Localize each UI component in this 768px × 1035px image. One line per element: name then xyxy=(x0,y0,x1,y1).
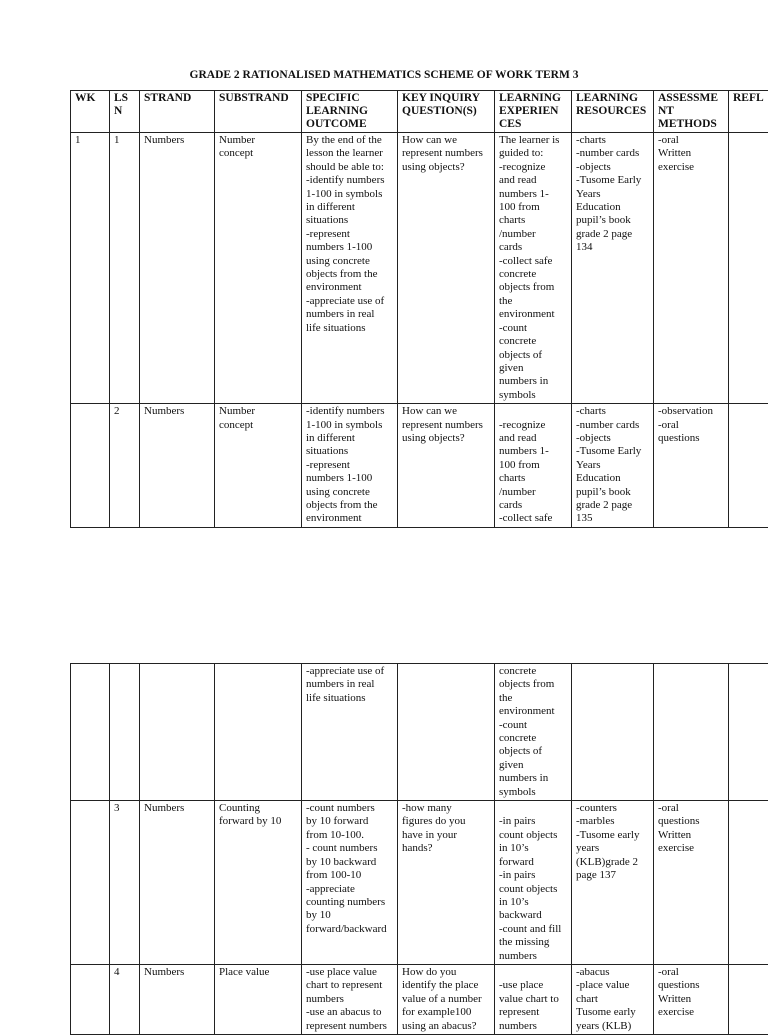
header-inquiry: KEY INQUIRY QUESTION(S) xyxy=(398,91,495,133)
cell-outcome: By the end of the lesson the learner should be able to: -identify numbers 1-100 in symbols in different situations -represent numbers 1-100 using concrete objects from the environment -appreciate use of numbers in real life situations xyxy=(302,133,398,404)
header-assessment: ASSESSME NT METHODS xyxy=(654,91,729,133)
cell-inquiry xyxy=(398,664,495,801)
cell-assessment: -oral Written exercise xyxy=(654,133,729,404)
cell-lsn xyxy=(110,664,140,801)
cell-resources: -charts -number cards -objects -Tusome Early Years Education pupil’s book grade 2 page 135 xyxy=(572,404,654,528)
cell-reflection xyxy=(729,801,768,965)
table-row xyxy=(71,664,768,801)
header-row xyxy=(71,91,768,133)
cell-reflection xyxy=(729,133,768,404)
header-wk: WK xyxy=(71,91,110,133)
cell-strand: Numbers xyxy=(140,133,215,404)
cell-assessment: -oral questions Written exercise xyxy=(654,964,729,1034)
header-substrand: SUBSTRAND xyxy=(215,91,302,133)
cell-wk xyxy=(71,404,110,528)
cell-assessment: -oral questions Written exercise xyxy=(654,801,729,965)
cell-reflection xyxy=(729,664,768,801)
cell-substrand: Counting forward by 10 xyxy=(215,801,302,965)
cell-resources: -abacus -place value chart Tusome early years (KLB) xyxy=(572,964,654,1034)
header-outcome: SPECIFIC LEARNING OUTCOME xyxy=(302,91,398,133)
cell-lsn: 3 xyxy=(110,801,140,965)
cell-reflection xyxy=(729,404,768,528)
table-row xyxy=(71,133,768,404)
header-resources: LEARNING RESOURCES xyxy=(572,91,654,133)
cell-wk xyxy=(71,801,110,965)
cell-wk xyxy=(71,664,110,801)
cell-inquiry: How do you identify the place value of a number for example100 using an abacus? xyxy=(398,964,495,1034)
cell-assessment: -observation -oral questions xyxy=(654,404,729,528)
cell-experiences: The learner is guided to: -recognize and read numbers 1- 100 from charts /number cards -collect safe concrete objects from the environment -count concrete objects of given numbers in symbols xyxy=(495,133,572,404)
cell-strand: Numbers xyxy=(140,404,215,528)
cell-lsn: 4 xyxy=(110,964,140,1034)
header-experiences: LEARNING EXPERIEN CES xyxy=(495,91,572,133)
cell-strand: Numbers xyxy=(140,801,215,965)
header-reflection: REFL xyxy=(729,91,768,133)
cell-resources xyxy=(572,664,654,801)
table-row xyxy=(71,404,768,528)
cell-experiences: concrete objects from the environment -count concrete objects of given numbers in symbols xyxy=(495,664,572,801)
cell-lsn: 1 xyxy=(110,133,140,404)
cell-substrand xyxy=(215,664,302,801)
cell-outcome: -appreciate use of numbers in real life situations xyxy=(302,664,398,801)
cell-inquiry: How can we represent numbers using objects? xyxy=(398,133,495,404)
cell-substrand: Place value xyxy=(215,964,302,1034)
cell-wk: 1 xyxy=(71,133,110,404)
cell-resources: -counters -marbles -Tusome early years (KLB)grade 2 page 137 xyxy=(572,801,654,965)
header-lsn: LS N xyxy=(110,91,140,133)
cell-outcome: -use place value chart to represent numbers -use an abacus to represent numbers xyxy=(302,964,398,1034)
cell-lsn: 2 xyxy=(110,404,140,528)
cell-outcome: -identify numbers 1-100 in symbols in different situations -represent numbers 1-100 using concrete objects from the environment xyxy=(302,404,398,528)
cell-experiences: -recognize and read numbers 1- 100 from charts /number cards -collect safe xyxy=(495,404,572,528)
scheme-table-page-1 xyxy=(70,90,768,528)
cell-resources: -charts -number cards -objects -Tusome Early Years Education pupil’s book grade 2 page 134 xyxy=(572,133,654,404)
cell-inquiry: How can we represent numbers using objects? xyxy=(398,404,495,528)
cell-experiences: -in pairs count objects in 10’s forward -in pairs count objects in 10’s backward -count and fill the missing numbers xyxy=(495,801,572,965)
cell-outcome: -count numbers by 10 forward from 10-100. - count numbers by 10 backward from 100-10 -appreciate counting numbers by 10 forward/backward xyxy=(302,801,398,965)
scheme-table-page-2 xyxy=(70,663,768,1035)
page-title: GRADE 2 RATIONALISED MATHEMATICS SCHEME OF WORK TERM 3 xyxy=(0,69,768,81)
cell-inquiry: -how many figures do you have in your hands? xyxy=(398,801,495,965)
cell-experiences: -use place value chart to represent numbers xyxy=(495,964,572,1034)
cell-strand xyxy=(140,664,215,801)
cell-assessment xyxy=(654,664,729,801)
table-row xyxy=(71,801,768,965)
cell-substrand: Number concept xyxy=(215,133,302,404)
cell-substrand: Number concept xyxy=(215,404,302,528)
cell-strand: Numbers xyxy=(140,964,215,1034)
header-strand: STRAND xyxy=(140,91,215,133)
